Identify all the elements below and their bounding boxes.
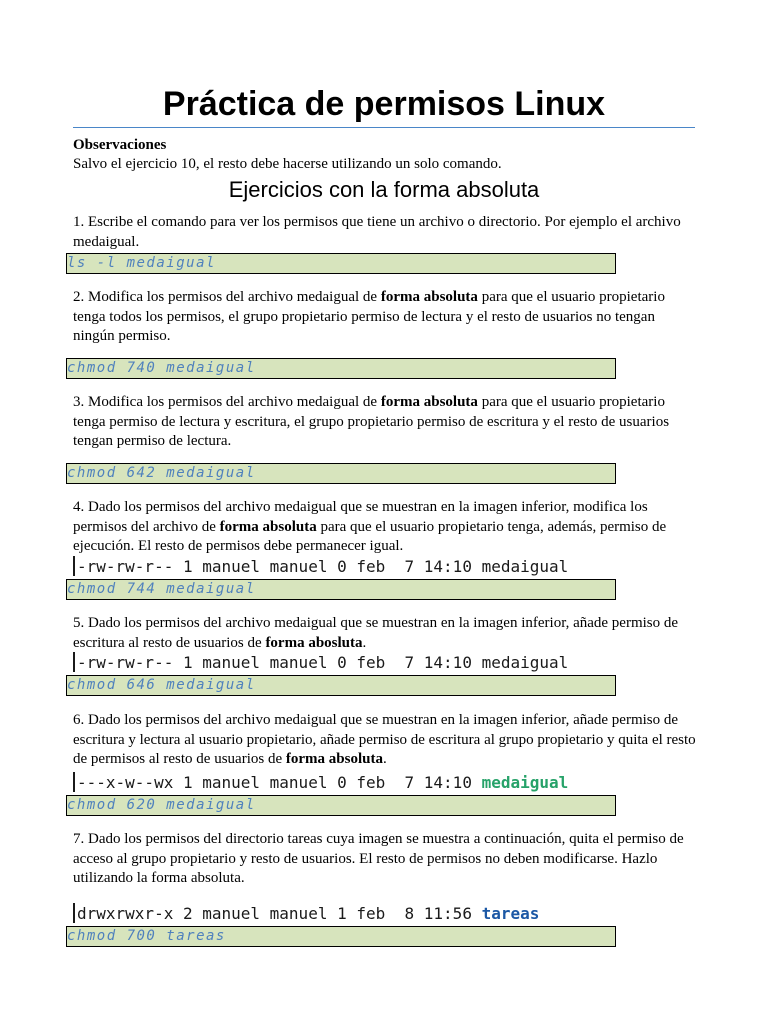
- exercise-5-terminal-line: -rw-rw-r-- 1 manuel manuel 0 feb 7 14:10 medaigual: [73, 652, 568, 674]
- exercise-7-answer: chmod 700 tareas: [66, 926, 616, 947]
- exercise-3-answer: chmod 642 medaigual: [66, 463, 616, 484]
- exercise-6-answer: chmod 620 medaigual: [66, 795, 616, 816]
- exercise-4-answer: chmod 744 medaigual: [66, 579, 616, 600]
- exercise-4-terminal-line: -rw-rw-r-- 1 manuel manuel 0 feb 7 14:10 medaigual: [73, 556, 568, 578]
- exercise-1-text: 1. Escribe el comando para ver los permisos que tiene un archivo o directorio. Por ejemplo el archivo medaigual.: [73, 214, 681, 250]
- cursor-bar: [73, 772, 75, 792]
- observations-heading: Observaciones: [73, 137, 167, 153]
- cursor-bar: [73, 652, 75, 672]
- title-underline: [73, 127, 695, 128]
- exercise-4-text: 4. Dado los permisos del archivo medaigual que se muestran en la imagen inferior, modifica los permisos del archivo de forma absoluta para que el usuario propietario tenga, además, permiso de ejecución. El resto de permisos debe permanecer igual.: [73, 499, 667, 554]
- cursor-bar: [73, 556, 75, 576]
- cursor-bar: [73, 903, 75, 923]
- section-title: Ejercicios con la forma absoluta: [228, 177, 540, 202]
- exercise-3-text: 3. Modifica los permisos del archivo medaigual de forma absoluta para que el usuario propietario tenga permiso de lectura y escritura, el grupo propietario permiso de escritura y el resto de usuarios tengan permiso de lectura.: [73, 394, 670, 449]
- page-title: Práctica de permisos Linux: [162, 85, 606, 123]
- exercise-1-answer: ls -l medaigual: [66, 253, 616, 274]
- exercise-2-answer: chmod 740 medaigual: [66, 358, 616, 379]
- exercise-6-terminal-line: ---x-w--wx 1 manuel manuel 0 feb 7 14:10 medaigual: [73, 772, 568, 794]
- exercise-5-text: 5. Dado los permisos del archivo medaigual que se muestran en la imagen inferior, añade permiso de escritura al resto de usuarios de forma abosluta.: [73, 615, 679, 651]
- exercise-7-terminal-line: drwxrwxr-x 2 manuel manuel 1 feb 8 11:56 tareas: [73, 903, 539, 925]
- exercise-7-text: 7. Dado los permisos del directorio tareas cuya imagen se muestra a continuación, quita el permiso de acceso al grupo propietario y resto de usuarios. El resto de permisos no deben modificarse. Hazlo utilizando la forma absoluta.: [73, 831, 684, 886]
- exercise-5-answer: chmod 646 medaigual: [66, 675, 616, 696]
- exercise-2-text: 2. Modifica los permisos del archivo medaigual de forma absoluta para que el usuario propietario tenga todos los permisos, el grupo propietario permiso de lectura y el resto de usuarios no tengan ningún permiso.: [73, 289, 665, 344]
- exercise-6-text: 6. Dado los permisos del archivo medaigual que se muestran en la imagen inferior, añade permiso de escritura y lectura al usuario propietario, añade permiso de escritura al grupo propietario y quita el resto de permisos al resto de usuarios de forma absoluta.: [73, 712, 696, 767]
- observations-text: Salvo el ejercicio 10, el resto debe hacerse utilizando un solo comando.: [73, 156, 502, 172]
